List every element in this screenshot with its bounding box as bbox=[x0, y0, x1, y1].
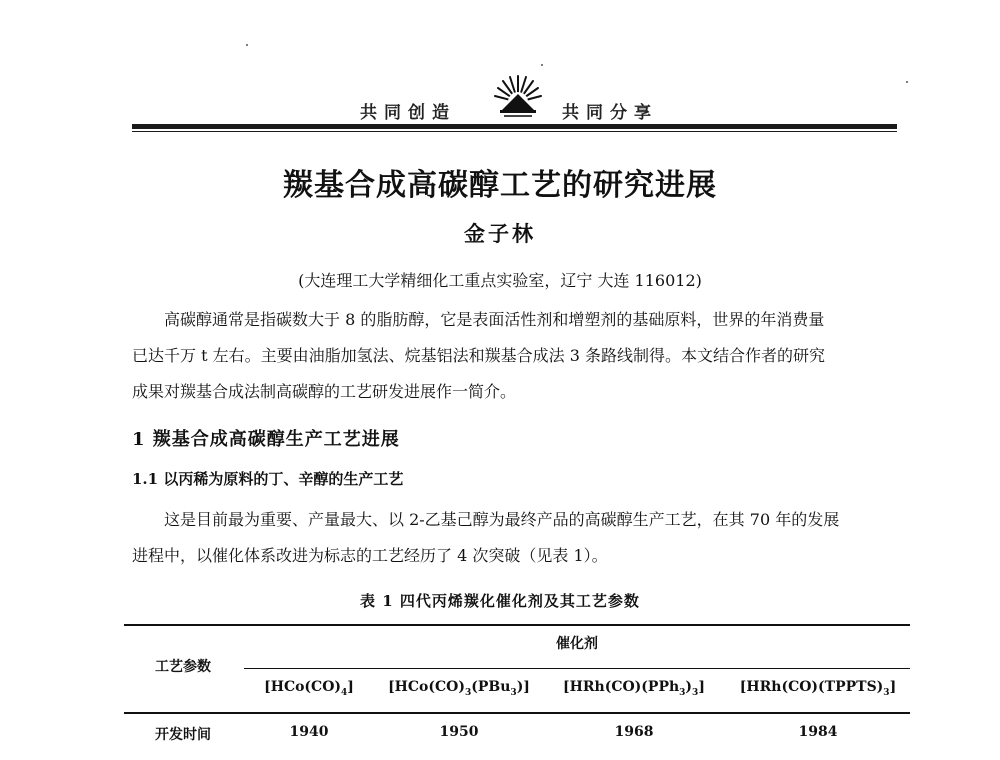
scan-speck bbox=[246, 44, 248, 46]
table-cell: 1984 bbox=[798, 724, 838, 740]
section-1-1-paragraph bbox=[132, 502, 912, 574]
table-top-rule bbox=[124, 624, 910, 626]
table-cell: 1950 bbox=[439, 724, 479, 740]
paragraph-line: 高碳醇通常是指碳数大于 8 的脂肪醇，它是表面活性剂和增塑剂的基础原料，世界的年消费量 bbox=[164, 310, 825, 329]
section-heading-1: 1 羰基合成高碳醇生产工艺进展 bbox=[132, 429, 400, 450]
table-row-header: 工艺参数 bbox=[155, 659, 211, 675]
scan-speck bbox=[541, 64, 543, 66]
paragraph-line: 已达千万 t 左右。主要由油脂加氢法、烷基铝法和羰基合成法 3 条路线制得。本文结合作者的研究 bbox=[132, 346, 825, 365]
article-title: 羰基合成高碳醇工艺的研究进展 bbox=[283, 168, 717, 203]
paragraph-line: 进程中，以催化体系改进为标志的工艺经历了 4 次突破（见表 1）。 bbox=[132, 546, 608, 565]
running-header bbox=[0, 70, 1000, 126]
table-column-header: $[HCo(CO)_4]$ bbox=[264, 679, 354, 698]
table-group-header: 催化剂 bbox=[556, 636, 598, 652]
table-cell: 开发时间 bbox=[155, 727, 211, 743]
author-affiliation: (大连理工大学精细化工重点实验室，辽宁 大连 116012) bbox=[298, 271, 702, 290]
table-group-rule bbox=[244, 668, 910, 669]
section-heading-1-1: 1.1 以丙稀为原料的丁、辛醇的生产工艺 bbox=[132, 470, 404, 488]
table-caption: 表 1 四代丙烯羰化催化剂及其工艺参数 bbox=[360, 592, 640, 610]
table-column-header: $[HCo(CO)_3(PBu_3)]$ bbox=[388, 679, 530, 698]
table-column-header: $[HRh(CO)(PPh_3)_3]$ bbox=[563, 679, 705, 698]
header-slogan-right: 共同分享 bbox=[562, 103, 658, 123]
paragraph-line: 这是目前最为重要、产量最大、以 2-乙基己醇为最终产品的高碳醇生产工艺，在其 70 年的发展 bbox=[164, 510, 840, 529]
header-rule-thick bbox=[132, 124, 897, 129]
header-slogan-left: 共同创造 bbox=[360, 103, 456, 123]
header-rule-thin bbox=[132, 131, 897, 132]
table-cell: 1940 bbox=[289, 724, 329, 740]
paragraph-line: 成果对羰基合成法制高碳醇的工艺研发进展作一简介。 bbox=[132, 382, 517, 401]
table-column-header: $[HRh(CO)(TPPTS)_3]$ bbox=[739, 679, 897, 698]
abstract-paragraph bbox=[132, 302, 912, 410]
table-header-rule bbox=[124, 712, 910, 714]
article-author: 金子林 bbox=[464, 221, 536, 246]
table-cell: 1968 bbox=[614, 724, 654, 740]
sunrise-logo-icon bbox=[492, 72, 544, 118]
